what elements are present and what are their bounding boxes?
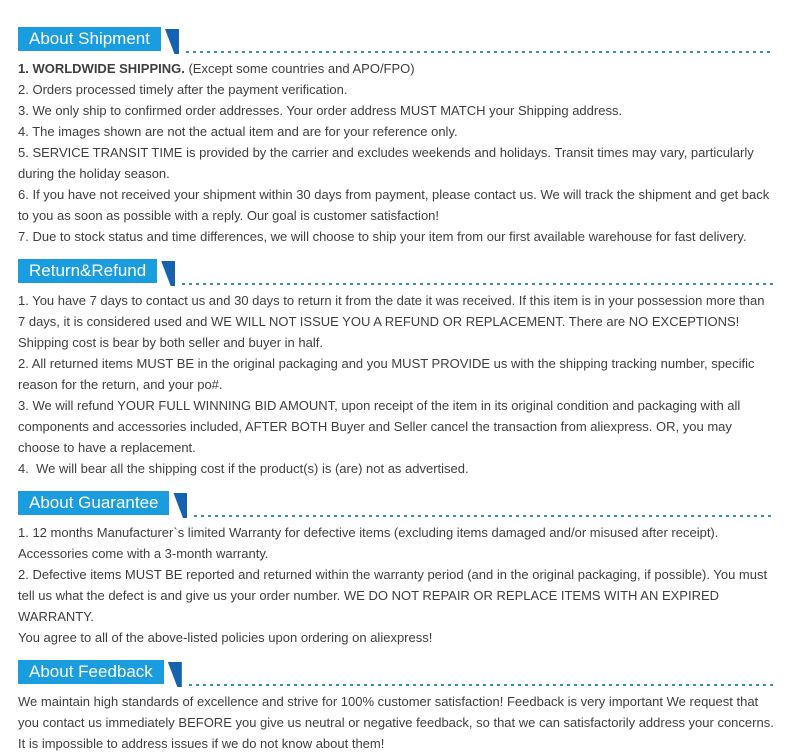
policy-paragraph <box>18 353 775 395</box>
policy-section-return-refund <box>0 259 800 479</box>
policy-text-segment: 6. If you have not received your shipment within 30 days from payment, please contact us. We will track the shipment and get back to you as soon as possible with a reply. Our goal is customer satisfaction! <box>18 187 770 223</box>
policy-paragraph <box>18 627 775 648</box>
section-header-bar <box>18 259 157 283</box>
policy-paragraph <box>18 226 775 247</box>
policy-paragraph <box>18 522 775 564</box>
policy-sections-container <box>0 27 800 754</box>
section-header <box>18 259 773 283</box>
policy-paragraph <box>18 121 775 142</box>
policy-text-segment: 7. Due to stock status and time differences, we will choose to ship your item from our first available warehouse for fast delivery. <box>18 229 747 244</box>
policy-text-segment: (Except some countries and APO/FPO) <box>184 61 415 76</box>
section-header-bar <box>18 660 164 684</box>
slash-decoration-icon <box>165 29 179 54</box>
section-title: About Feedback <box>29 662 153 681</box>
section-title: About Shipment <box>29 29 150 48</box>
section-title: About Guarantee <box>29 493 159 512</box>
policy-section-about-shipment <box>0 27 800 247</box>
policy-paragraph <box>18 184 775 226</box>
policy-text-segment: 2. Defective items MUST BE reported and returned within the warranty period (and in the original packaging, if possible). You must tell us what the defect is and give us your order number. WE DO NOT REPAIR OR REPLACE ITEMS WITH AN EXPIRED WARRANTY. <box>18 567 768 624</box>
section-body <box>18 522 775 648</box>
section-header <box>18 491 773 515</box>
policy-paragraph <box>18 458 775 479</box>
policy-text-segment: 1. WORLDWIDE SHIPPING. <box>18 61 185 76</box>
policy-paragraph <box>18 58 775 79</box>
policy-paragraph <box>18 395 775 458</box>
section-body <box>18 58 775 247</box>
policy-paragraph <box>18 564 775 627</box>
policy-text-segment: It is impossible to address issues if we do not know about them! <box>18 736 385 751</box>
policy-text-segment: 4. We will bear all the shipping cost if the product(s) is (are) not as advertised. <box>18 461 469 476</box>
section-header <box>18 660 773 684</box>
section-header <box>18 27 773 51</box>
policy-text-segment: 5. SERVICE TRANSIT TIME is provided by the carrier and excludes weekends and holidays. Transit times may vary, particularly during the holiday season. <box>18 145 754 181</box>
policy-paragraph <box>18 100 775 121</box>
section-header-bar <box>18 27 161 51</box>
policy-paragraph <box>18 79 775 100</box>
policy-text-segment: We maintain high standards of excellence and strive for 100% customer satisfaction! Feedback is very important We request that you contact us immediately BEFORE you give us neutral or negative feedback, so that we can satisfactorily address your concerns. <box>18 694 774 730</box>
policy-text-segment: 2. All returned items MUST BE in the original packaging and you MUST PROVIDE us with the shipping tracking number, specific reason for the return, and your po#. <box>18 356 755 392</box>
policy-section-about-feedback <box>0 660 800 754</box>
dotted-rule <box>189 684 773 686</box>
slash-decoration-icon <box>173 493 187 518</box>
dotted-rule <box>194 515 773 517</box>
policy-text-segment: 4. The images shown are not the actual item and are for your reference only. <box>18 124 458 139</box>
policy-paragraph <box>18 733 775 754</box>
section-body <box>18 691 775 754</box>
policy-text-segment: 1. 12 months Manufacturer`s limited Warranty for defective items (excluding items damaged and/or misused after receipt). Accessories come with a 3-month warranty. <box>18 525 719 561</box>
policy-paragraph <box>18 142 775 184</box>
policy-text-segment: 3. We will refund YOUR FULL WINNING BID AMOUNT, upon receipt of the item in its original condition and packaging with all components and accessories included, AFTER BOTH Buyer and Seller cancel the transaction from aliexpress. OR, you may choose to have a replacement. <box>18 398 741 455</box>
policy-text-segment: 1. You have 7 days to contact us and 30 days to return it from the date it was received. If this item is in your possession more than 7 days, it is considered used and WE WILL NOT ISSUE YOU A REFUND OR REPLACEMENT. There are NO EXCEPTIONS! Shipping cost is bear by both seller and buyer in half. <box>18 293 765 350</box>
policy-paragraph <box>18 290 775 353</box>
section-header-bar <box>18 491 169 515</box>
slash-decoration-icon <box>161 261 175 286</box>
dotted-rule <box>186 51 773 53</box>
dotted-rule <box>182 283 773 285</box>
policy-text-segment: 2. Orders processed timely after the payment verification. <box>18 82 348 97</box>
policy-text-segment: 3. We only ship to confirmed order addresses. Your order address MUST MATCH your Shipping address. <box>18 103 623 118</box>
policy-text-segment: You agree to all of the above-listed policies upon ordering on aliexpress! <box>18 630 433 645</box>
section-title: Return&Refund <box>29 261 147 280</box>
policy-section-about-guarantee <box>0 491 800 648</box>
slash-decoration-icon <box>168 662 182 687</box>
policy-paragraph <box>18 691 775 733</box>
section-body <box>18 290 775 479</box>
